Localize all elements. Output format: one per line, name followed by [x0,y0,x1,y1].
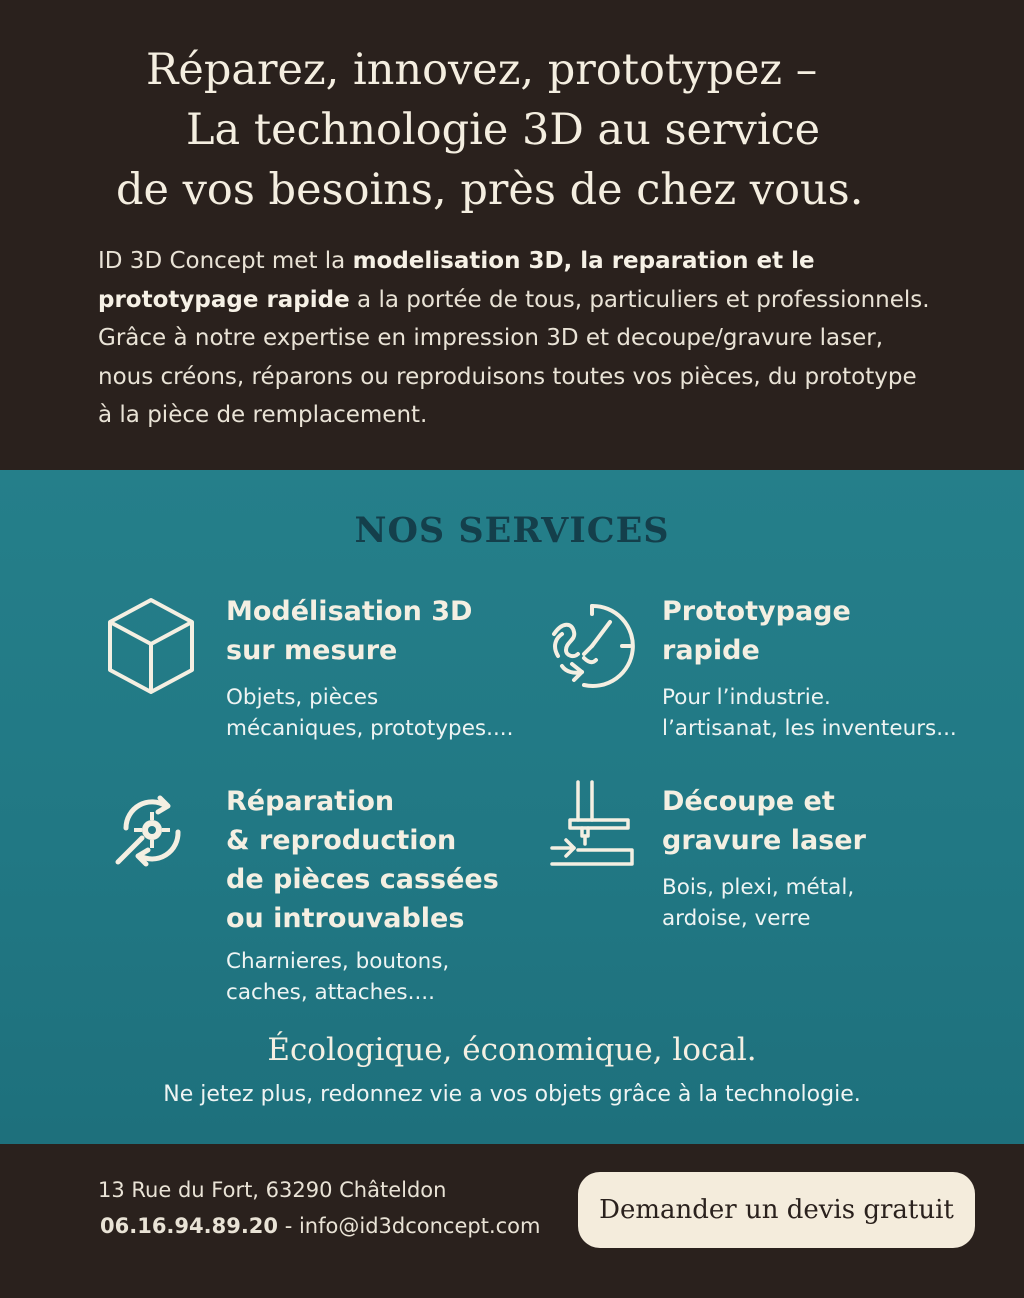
service-title-line: Découpe et [662,786,835,817]
cube-icon [106,596,196,696]
service-title [662,592,851,670]
gear-clock-icon [544,598,640,694]
service-desc-line: ardoise, verre [662,906,811,931]
intro-text-1: ID 3D Concept met la [98,248,353,274]
email-link[interactable]: info@id3dconcept.com [298,1214,541,1238]
service-title [226,592,472,670]
request-quote-button[interactable]: Demander un devis gratuit [578,1172,975,1248]
hero-title-line-2: La technologie 3D au service [186,105,821,155]
service-title-line: ou introuvables [226,903,465,934]
hero-intro [98,242,934,435]
phone-number[interactable]: 06.16.94.89.20 [100,1214,279,1238]
service-desc-line: Charnieres, boutons, [226,949,450,974]
repair-arrows-icon [112,790,192,870]
service-desc-line: Pour l’industrie. [662,685,831,710]
eco-title: Écologique, économique, local. [267,1032,757,1068]
footer [0,1144,1024,1298]
service-title-line: Réparation [226,786,395,817]
hero-title-line-1: Réparez, innovez, prototypez – [146,45,818,95]
service-desc-line: Objets, pièces [226,685,379,710]
hero-title-line-3: de vos besoins, près de chez vous. [116,165,864,215]
eco-text: Ne jetez plus, redonnez vie a vos objets grâce à la technologie. [163,1082,861,1107]
service-title-line: Prototypage [662,596,851,627]
service-desc-line: Bois, plexi, métal, [662,875,855,900]
service-title-line: de pièces cassées [226,864,499,895]
intro-highlight: modelisation 3D, la reparation et le prototypage rapide [98,248,815,313]
hero-title [0,40,1024,220]
service-desc-line: caches, attaches.... [226,980,435,1005]
intro-text-2: a la portée de tous, particuliers et professionnels. Grâce à notre expertise en impression 3D et decoupe/gravure laser, nous créons, réparons ou reproduisons toutes vos pièces, du prototype à la pièce de remplacement. [98,286,930,428]
service-description [226,682,513,744]
service-title-line: sur mesure [226,635,398,666]
service-desc-line: l’artisanat, les inventeurs... [662,716,957,741]
service-description [662,872,854,934]
service-desc-line: mécaniques, prototypes.... [226,716,514,741]
laser-cutter-icon [548,778,638,874]
contact-separator: - [278,1214,299,1238]
service-title [226,782,499,938]
hero-section [0,0,1024,470]
contact-line [100,1214,540,1238]
address: 13 Rue du Fort, 63290 Châteldon [98,1178,447,1202]
service-title-line: & reproduction [226,825,457,856]
service-title-line: Modélisation 3D [226,596,473,627]
service-title-line: gravure laser [662,825,866,856]
service-title [662,782,866,860]
service-description [226,946,449,1008]
services-section [0,470,1024,1144]
service-title-line: rapide [662,635,760,666]
services-heading: NOS SERVICES [354,510,670,551]
service-description [662,682,957,744]
